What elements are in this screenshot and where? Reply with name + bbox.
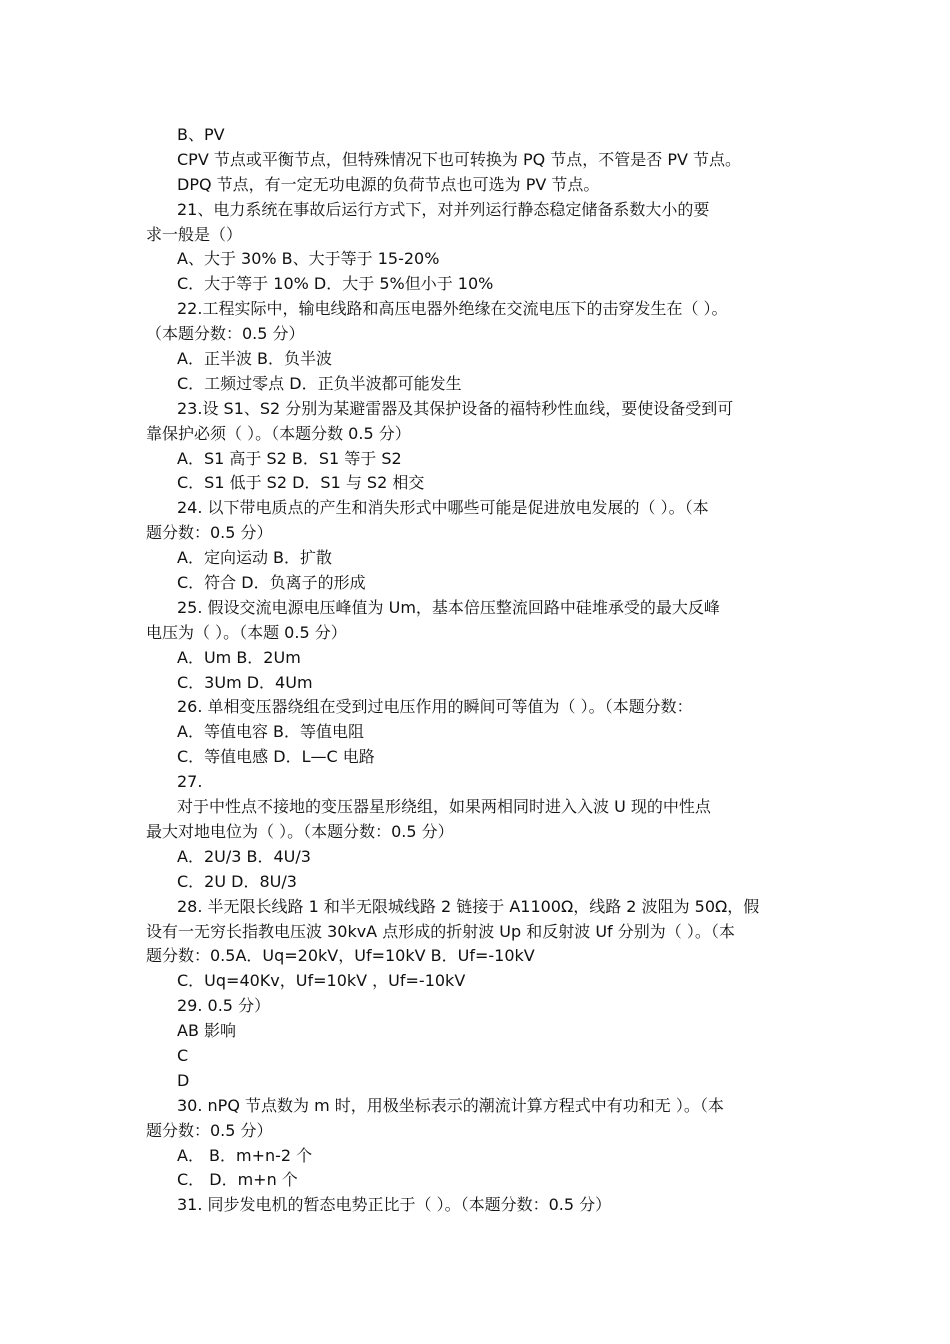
- text-line: 题分数：0.5A．Uq=20kV，Uf=10kV B．Uf=-10kV: [146, 946, 535, 966]
- text-line: A．S1 高于 S2 B．S1 等于 S2: [177, 448, 402, 468]
- text-line: A．定向运动 B．扩散: [177, 548, 333, 568]
- text-line: C: [177, 1045, 189, 1065]
- text-line: 题分数：0.5 分）: [146, 523, 273, 543]
- text-line: 28. 半无限长线路 1 和半无限城线路 2 链接于 A1100Ω，线路 2 波阻为 50Ω，假: [177, 896, 760, 916]
- text-line: AB 影响: [177, 1021, 237, 1041]
- text-line: 25. 假设交流电源电压峰值为 Um，基本倍压整流回路中硅堆承受的最大反峰: [177, 597, 720, 617]
- text-line: 求一般是（）: [146, 224, 243, 244]
- text-line: A、大于 30% B、大于等于 15-20%: [177, 249, 440, 269]
- text-line: C．3Um D．4Um: [177, 672, 313, 692]
- text-line: 24. 以下带电质点的产生和消失形式中哪些可能是促进放电发展的（ ）。（本: [177, 498, 709, 518]
- text-line: 30. nPQ 节点数为 m 时，用极坐标表示的潮流计算方程式中有功和无 ）。（本: [177, 1095, 724, 1115]
- text-line: C．2U D．8U/3: [177, 871, 297, 891]
- text-line: 21、电力系统在事故后运行方式下，对并列运行静态稳定储备系数大小的要: [177, 199, 710, 219]
- text-line: C．符合 D．负离子的形成: [177, 573, 366, 593]
- text-line: D: [177, 1070, 190, 1090]
- text-line: A．正半波 B．负半波: [177, 349, 333, 369]
- text-line: A．2U/3 B．4U/3: [177, 846, 311, 866]
- text-line: C．大于等于 10% D．大于 5%但小于 10%: [177, 274, 494, 294]
- text-line: 26. 单相变压器绕组在受到过电压作用的瞬间可等值为（ ）。（本题分数：: [177, 697, 693, 717]
- text-line: 设有一无穷长指教电压波 30kvA 点形成的折射波 Up 和反射波 Uf 分别为（ ）。（本: [146, 921, 735, 941]
- text-line: （本题分数：0.5 分）: [146, 324, 305, 344]
- text-line: 27.: [177, 772, 203, 792]
- text-line: C．工频过零点 D．正负半波都可能发生: [177, 373, 462, 393]
- text-line: A． B．m+n-2 个: [177, 1145, 313, 1165]
- text-line: C．Uq=40Kv，Uf=10kV ，Uf=-10kV: [177, 971, 466, 991]
- text-line: 对于中性点不接地的变压器星形绕组，如果两相同时进入入波 U 现的中性点: [177, 797, 711, 817]
- text-line: C． D．m+n 个: [177, 1170, 298, 1190]
- text-line: B、PV: [177, 125, 225, 144]
- text-line: C．S1 低于 S2 D．S1 与 S2 相交: [177, 473, 425, 493]
- text-line: A．等值电容 B．等值电阻: [177, 722, 365, 742]
- text-line: A．Um B．2Um: [177, 647, 301, 667]
- text-line: 22.工程实际中，输电线路和高压电器外绝缘在交流电压下的击穿发生在（ ）。: [177, 299, 728, 319]
- text-line: CPV 节点或平衡节点，但特殊情况下也可转换为 PQ 节点，不管是否 PV 节点。: [177, 149, 742, 169]
- text-line: 电压为（ ）。（本题 0.5 分）: [146, 622, 347, 642]
- text-line: 23.设 S1、S2 分别为某避雷器及其保护设备的福特秒性血线，要使设备受到可: [177, 398, 734, 418]
- text-line: DPQ 节点，有一定无功电源的负荷节点也可选为 PV 节点。: [177, 174, 600, 194]
- text-line: C．等值电感 D．L—C 电路: [177, 747, 375, 767]
- document-body: [146, 123, 810, 1218]
- text-line: 31. 同步发电机的暂态电势正比于（ ）。（本题分数：0.5 分）: [177, 1195, 612, 1215]
- text-line: 29. 0.5 分）: [177, 996, 271, 1016]
- text-line: 最大对地电位为（ ）。（本题分数：0.5 分）: [146, 821, 454, 841]
- text-line: 靠保护必须（ ）。（本题分数 0.5 分）: [146, 423, 411, 443]
- text-line: 题分数：0.5 分）: [146, 1120, 273, 1140]
